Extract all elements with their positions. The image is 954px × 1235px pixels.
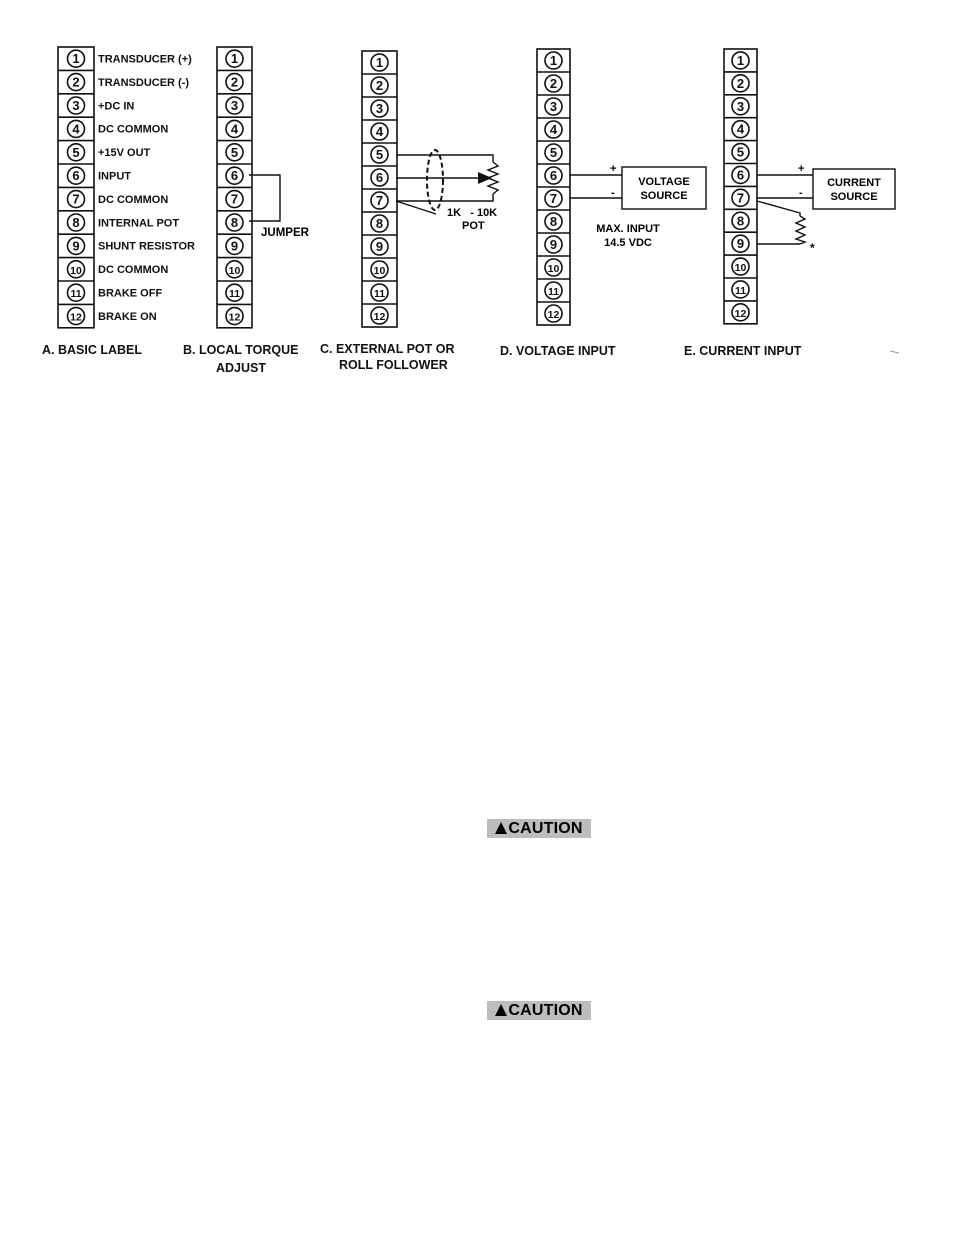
caution-text-1: CAUTION bbox=[508, 819, 583, 837]
voltage-plus: + bbox=[610, 163, 617, 175]
basic-label-name: INPUT bbox=[98, 170, 131, 183]
strip-a bbox=[58, 47, 94, 328]
terminal-number: 4 bbox=[72, 121, 80, 137]
terminal-number: 4 bbox=[230, 121, 239, 137]
terminal-number: 7 bbox=[375, 193, 384, 208]
terminal-number: 6 bbox=[549, 168, 558, 183]
terminal-number: 11 bbox=[373, 288, 386, 300]
terminal-number: 9 bbox=[549, 237, 558, 252]
warning-triangle-icon bbox=[495, 1004, 507, 1016]
terminal-number: 2 bbox=[72, 74, 80, 90]
terminal-number: 1 bbox=[72, 51, 80, 67]
basic-label-name: DC COMMON bbox=[98, 193, 169, 206]
terminal-number: 3 bbox=[736, 98, 745, 114]
caption-voltage-input: D. VOLTAGE INPUT bbox=[500, 344, 616, 358]
strip-c bbox=[362, 51, 397, 327]
terminal-number: 12 bbox=[373, 311, 386, 323]
shunt-asterisk: * bbox=[810, 241, 815, 255]
terminal-number: 4 bbox=[549, 122, 558, 137]
basic-label-name: DC COMMON bbox=[98, 264, 169, 277]
terminal-number: 9 bbox=[230, 238, 239, 254]
terminal-number: 1 bbox=[375, 55, 384, 70]
terminal-number: 11 bbox=[70, 288, 82, 301]
basic-label-name: TRANSDUCER (+) bbox=[98, 53, 192, 66]
max-input-label-2: 14.5 VDC bbox=[604, 237, 652, 249]
basic-label-name: DC COMMON bbox=[98, 123, 169, 136]
max-input-label-1: MAX. INPUT bbox=[596, 223, 660, 235]
terminal-number: 9 bbox=[72, 238, 80, 254]
caption-current-input: E. CURRENT INPUT bbox=[684, 344, 802, 358]
terminal-number: 7 bbox=[230, 191, 239, 207]
jumper-label: JUMPER bbox=[261, 227, 309, 239]
caption-local-torque-2: ADJUST bbox=[216, 361, 267, 375]
basic-label-name: BRAKE ON bbox=[98, 310, 157, 323]
terminal-number: 3 bbox=[230, 98, 239, 113]
terminal-number: 2 bbox=[736, 75, 745, 91]
terminal-number: 8 bbox=[549, 214, 558, 229]
terminal-number: 6 bbox=[375, 170, 384, 185]
terminal-number: 5 bbox=[375, 147, 384, 162]
warning-triangle-icon bbox=[495, 822, 507, 834]
pot-value-label: 1K - 10K bbox=[447, 207, 498, 219]
strip-d bbox=[537, 49, 570, 325]
voltage-input-wiring bbox=[569, 167, 706, 209]
wiring-diagrams bbox=[0, 0, 954, 400]
stray-mark bbox=[890, 351, 899, 353]
caption-local-torque-1: B. LOCAL TORQUE bbox=[183, 343, 299, 357]
terminal-number: 5 bbox=[230, 144, 239, 160]
terminal-number: 5 bbox=[549, 145, 558, 160]
terminal-number: 10 bbox=[734, 262, 747, 275]
terminal-number: 10 bbox=[228, 264, 241, 277]
terminal-number: 2 bbox=[230, 74, 239, 90]
strip-b bbox=[217, 47, 252, 328]
terminal-number: 5 bbox=[72, 144, 80, 160]
current-plus: + bbox=[798, 163, 805, 175]
terminal-number: 1 bbox=[230, 51, 239, 67]
terminal-number: 7 bbox=[549, 191, 558, 206]
terminal-number: 5 bbox=[736, 144, 745, 160]
terminal-number: 9 bbox=[375, 239, 384, 254]
terminal-number: 4 bbox=[736, 121, 745, 137]
basic-label-name: SHUNT RESISTOR bbox=[98, 240, 195, 253]
terminal-number: 12 bbox=[547, 309, 560, 321]
voltage-source-label-1: VOLTAGE bbox=[638, 176, 690, 188]
caption-external-pot-1: C. EXTERNAL POT OR bbox=[320, 342, 455, 356]
current-source-label-2: SOURCE bbox=[830, 191, 878, 203]
strip-e bbox=[724, 49, 757, 324]
terminal-number: 12 bbox=[734, 307, 747, 320]
jumper-wire bbox=[249, 175, 280, 221]
caution-badge-2 bbox=[487, 1001, 591, 1020]
current-minus: - bbox=[799, 187, 803, 199]
terminal-number: 8 bbox=[230, 215, 239, 230]
voltage-minus: - bbox=[611, 187, 615, 199]
terminal-number: 2 bbox=[549, 76, 558, 91]
wiper-arrow bbox=[478, 172, 492, 184]
terminal-number: 1 bbox=[736, 52, 745, 68]
terminal-number: 11 bbox=[228, 288, 241, 301]
voltage-source-label-2: SOURCE bbox=[640, 190, 688, 202]
basic-label-names bbox=[98, 54, 195, 323]
terminal-number: 9 bbox=[736, 236, 745, 252]
current-source-label-1: CURRENT bbox=[827, 177, 881, 189]
terminal-number: 7 bbox=[736, 190, 745, 206]
basic-label-name: BRAKE OFF bbox=[98, 287, 163, 300]
terminal-number: 6 bbox=[230, 168, 239, 184]
terminal-number: 2 bbox=[375, 78, 384, 93]
terminal-number: 3 bbox=[549, 99, 558, 114]
caution-badge-1 bbox=[487, 819, 591, 838]
terminal-number: 8 bbox=[375, 216, 384, 231]
terminal-number: 6 bbox=[72, 168, 80, 184]
terminal-number: 7 bbox=[72, 191, 80, 207]
basic-label-name: TRANSDUCER (-) bbox=[98, 76, 190, 89]
terminal-number: 12 bbox=[228, 311, 241, 324]
terminal-number: 8 bbox=[736, 213, 745, 229]
basic-label-name: +15V OUT bbox=[98, 147, 151, 160]
caption-external-pot-2: ROLL FOLLOWER bbox=[339, 358, 448, 372]
terminal-number: 3 bbox=[375, 101, 384, 116]
terminal-number: 12 bbox=[70, 311, 82, 324]
terminal-number: 8 bbox=[72, 215, 80, 230]
basic-label-name: +DC IN bbox=[98, 100, 135, 113]
terminal-number: 10 bbox=[70, 264, 82, 277]
basic-label-name: INTERNAL POT bbox=[98, 217, 180, 230]
terminal-number: 1 bbox=[549, 53, 558, 68]
caution-text-2: CAUTION bbox=[508, 1001, 583, 1019]
terminal-number: 10 bbox=[373, 265, 386, 277]
terminal-number: 11 bbox=[734, 284, 747, 297]
terminal-number: 6 bbox=[736, 167, 745, 183]
terminal-number: 3 bbox=[72, 98, 80, 113]
caption-basic-label: A. BASIC LABEL bbox=[42, 343, 142, 357]
terminal-number: 11 bbox=[547, 286, 560, 298]
external-pot-wiring bbox=[396, 150, 498, 214]
terminal-number: 10 bbox=[547, 263, 560, 275]
terminal-number: 4 bbox=[375, 124, 384, 139]
pot-label: POT bbox=[462, 220, 485, 232]
